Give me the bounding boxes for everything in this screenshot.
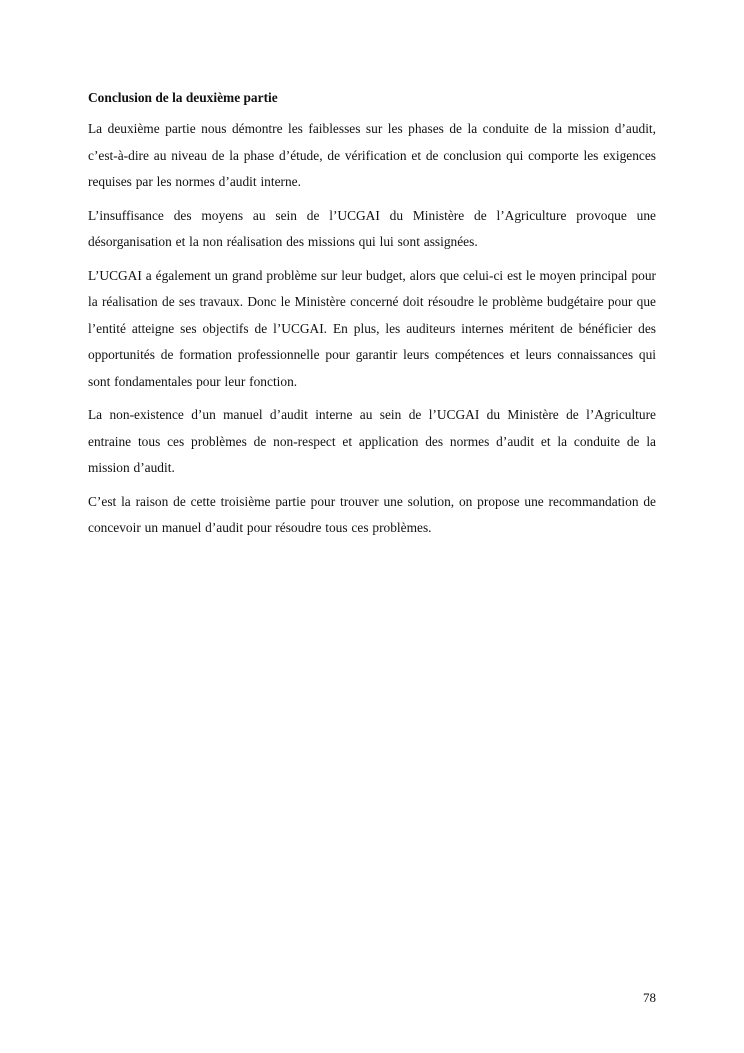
paragraph: L’insuffisance des moyens au sein de l’UCGAI du Ministère de l’Agriculture provoque une désorganisation et la non réalisation des missions qui lui sont assignées. xyxy=(88,207,656,249)
section-heading: Conclusion de la deuxième partie xyxy=(88,90,278,105)
paragraph: C’est la raison de cette troisième partie pour trouver une solution, on propose une recommandation de concevoir un manuel d’audit pour résoudre tous ces problèmes. xyxy=(88,493,656,535)
page-number: 78 xyxy=(643,990,656,1005)
paragraph: La deuxième partie nous démontre les faiblesses sur les phases de la conduite de la mission d’audit, c’est-à-dire au niveau de la phase d’étude, de vérification et de conclusion qui comporte les exigences requises par les normes d’audit interne. xyxy=(88,121,656,189)
page-body xyxy=(88,88,656,549)
paragraph: La non-existence d’un manuel d’audit interne au sein de l’UCGAI du Ministère de l’Agriculture entraine tous ces problèmes de non-respect et application des normes d’audit et la conduite de la mission d’audit. xyxy=(88,407,656,475)
paragraph: L’UCGAI a également un grand problème sur leur budget, alors que celui-ci est le moyen principal pour la réalisation de ses travaux. Donc le Ministère concerné doit résoudre le problème budgétaire pour que l’entité atteigne ses objectifs de l’UCGAI. En plus, les auditeurs internes méritent de bénéficier des opportunités de formation professionnelle pour garantir leurs compétences et leurs connaissances qui sont fondamentales pour leur fonction. xyxy=(88,267,656,389)
